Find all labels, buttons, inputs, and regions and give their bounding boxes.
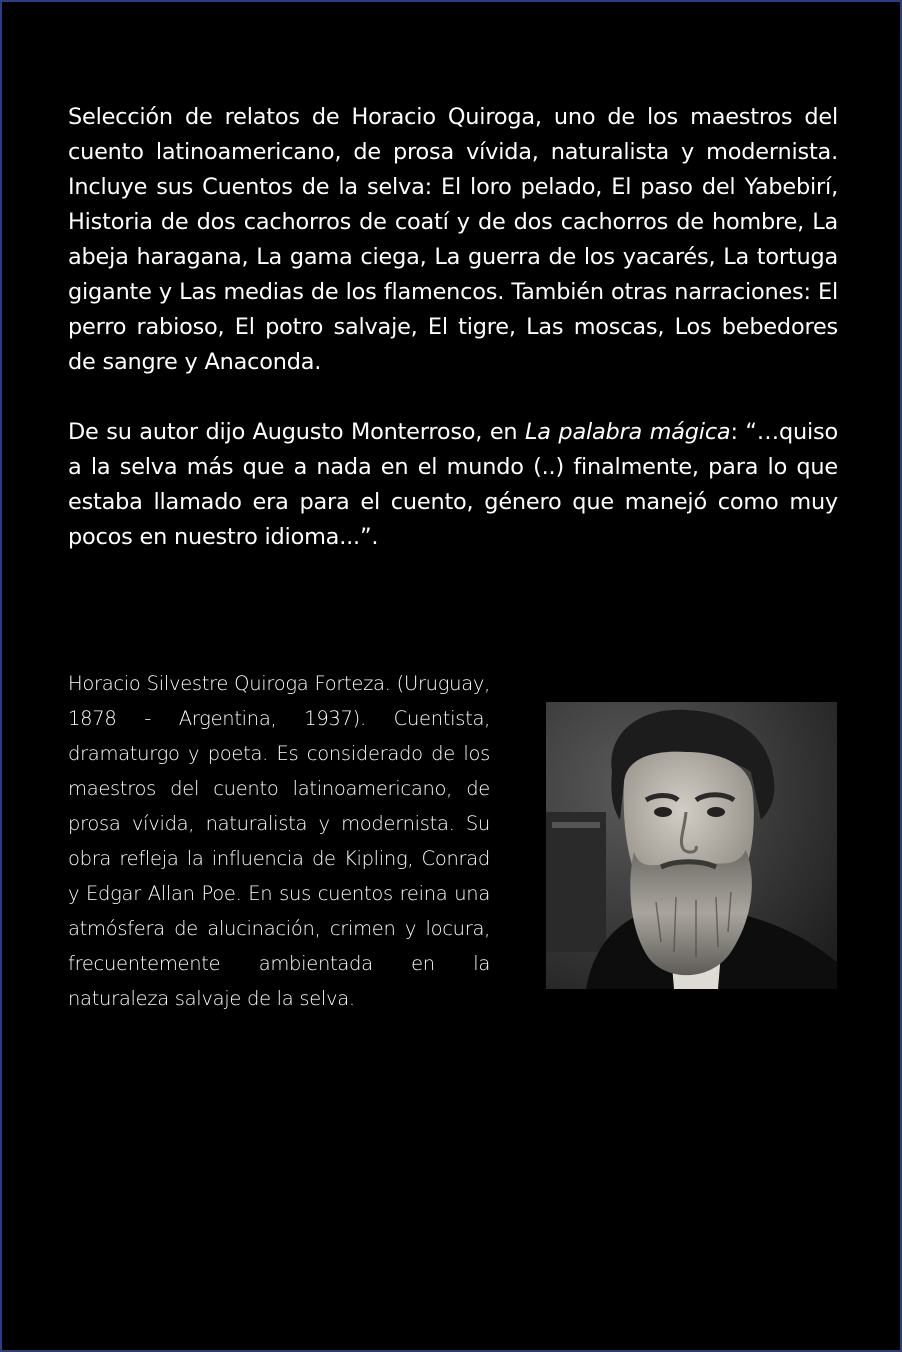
book-synopsis [68,100,838,555]
quote-text: : “…quiso a la selva más que a nada en el mundo (..) finalmente, para lo que estaba llamado era para el cuento, género que manejó como muy pocos en nuestro idioma...”. [68,419,838,550]
author-biography-text: Horacio Silvestre Quiroga Forteza. (Uruguay, 1878 - Argentina, 1937). Cuentista, dramaturgo y poeta. Es considerado de los maestros del cuento latinoamericano, de prosa vívida, naturalista y modernista. Su obra refleja la influencia de Kipling, Conrad y Edgar Allan Poe. En sus cuentos reina una atmósfera de alucinación, crimen y locura, frecuentemente ambientada en la naturaleza salvaje de la selva. [68,672,490,1010]
author-portrait-photo [546,702,837,989]
monterroso-quote-paragraph [68,415,838,555]
quoted-work-title: La palabra mágica [525,419,731,445]
quote-intro: De su autor dijo Augusto Monterroso, en [68,419,526,445]
author-portrait-icon [546,702,837,989]
author-biography [68,666,490,1016]
synopsis-paragraph: Selección de relatos de Horacio Quiroga, uno de los maestros del cuento latinoamericano, de prosa vívida, naturalista y modernista. Incluye sus Cuentos de la selva: El loro pelado, El paso del Yabebirí, Historia de dos cachorros de coatí y de dos cachorros de hombre, La abeja haragana, La gama ciega, La guerra de los yacarés, La tortuga gigante y Las medias de los flamencos. También otras narraciones: El perro rabioso, El potro salvaje, El tigre, Las moscas, Los bebedores de sangre y Anaconda. [68,104,838,375]
